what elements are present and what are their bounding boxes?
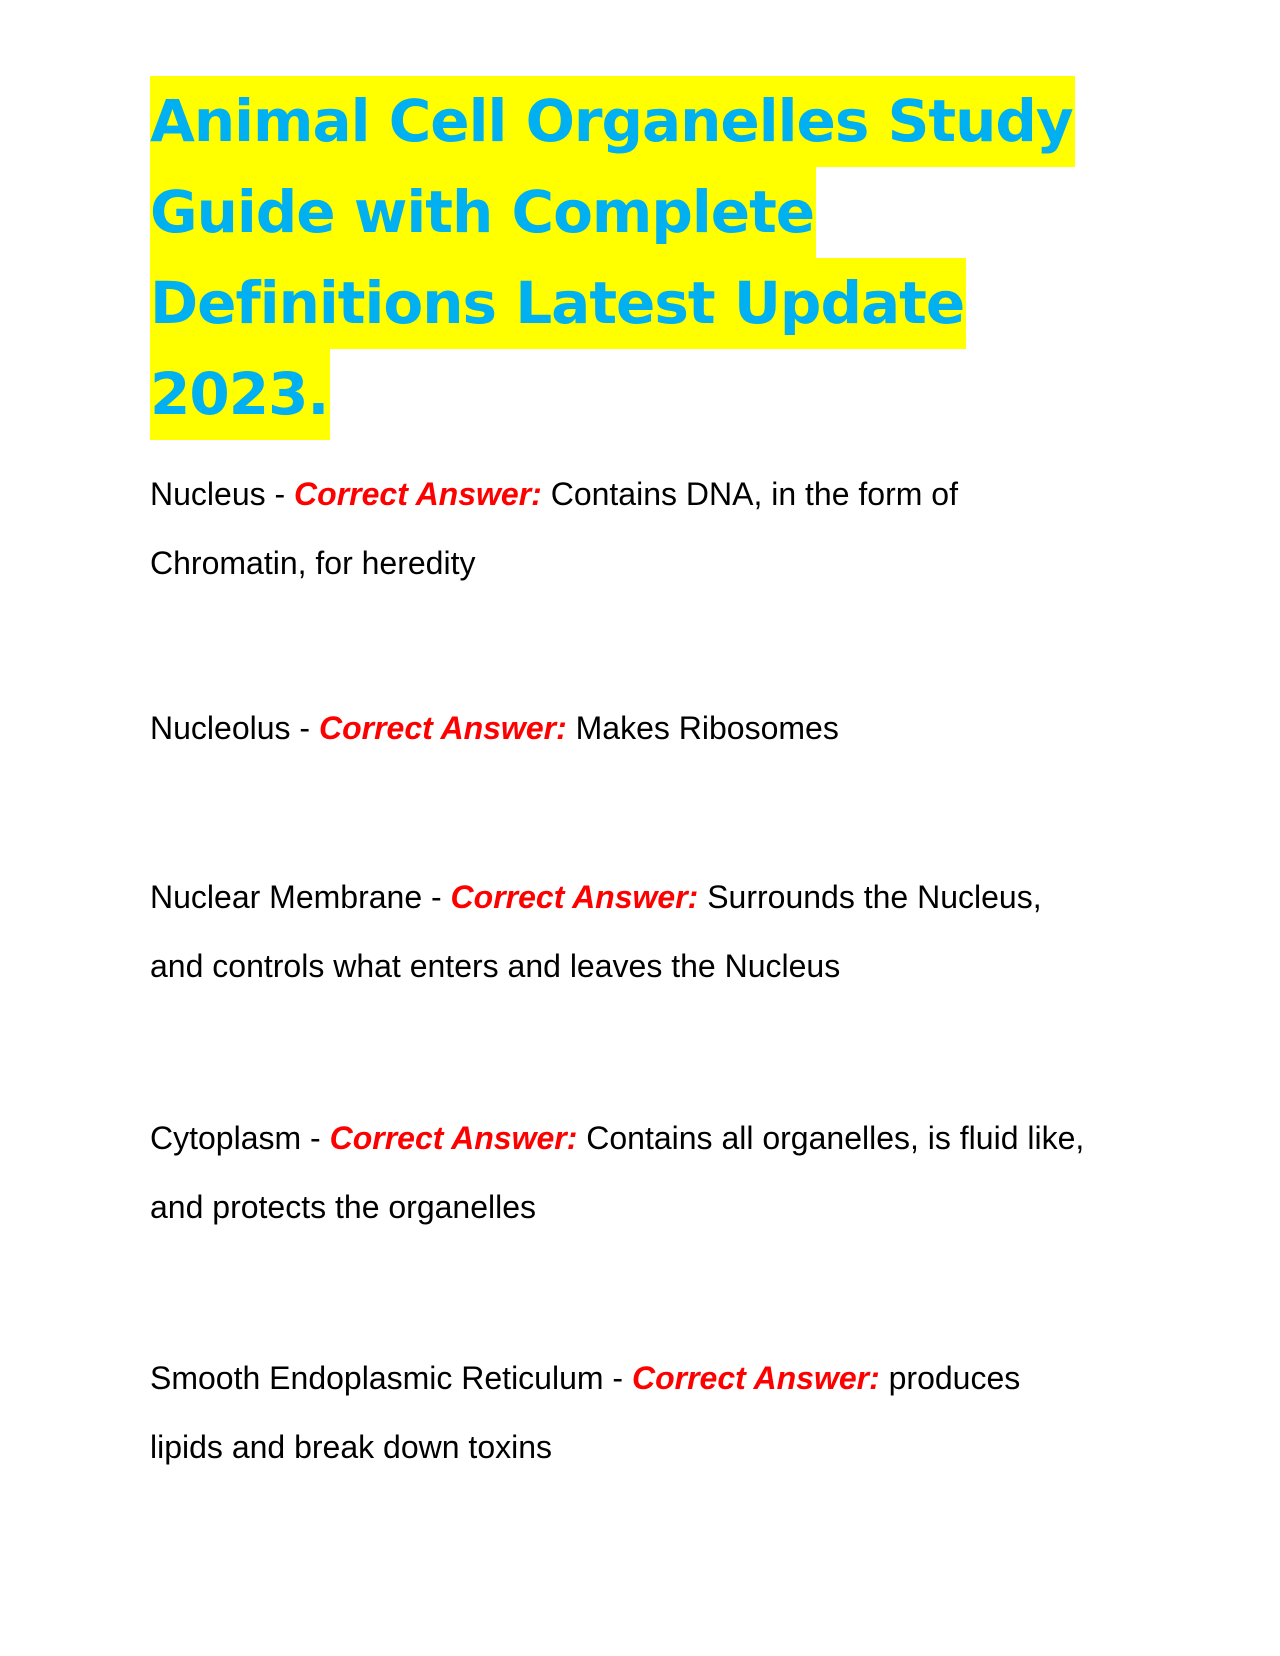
entry-term: Cytoplasm bbox=[150, 1120, 302, 1156]
entry-definition: produces bbox=[888, 1360, 1021, 1396]
entry-first-line bbox=[150, 863, 1140, 932]
entry-separator: - bbox=[301, 1120, 330, 1156]
correct-answer-label: Correct Answer: bbox=[294, 476, 542, 512]
document-title bbox=[150, 76, 1080, 440]
definition-entry-smooth-er bbox=[150, 1344, 1140, 1482]
entry-first-line bbox=[150, 694, 1140, 763]
entry-definition-continuation: and controls what enters and leaves the Nucleus bbox=[150, 948, 841, 984]
entry-definition: Contains all organelles, is fluid like, bbox=[586, 1120, 1085, 1156]
definition-entry-cytoplasm bbox=[150, 1104, 1140, 1242]
correct-answer-label: Correct Answer: bbox=[329, 1120, 578, 1156]
definition-entry-nucleolus bbox=[150, 694, 1140, 763]
entry-definition-continuation: and protects the organelles bbox=[150, 1189, 537, 1225]
entry-first-line bbox=[150, 1344, 1140, 1413]
entry-separator: - bbox=[265, 476, 295, 512]
entry-term: Smooth Endoplasmic Reticulum bbox=[150, 1360, 604, 1396]
entry-term: Nucleolus bbox=[150, 710, 291, 746]
title-line-3: Definitions Latest Update bbox=[150, 258, 966, 349]
correct-answer-label: Correct Answer: bbox=[631, 1360, 880, 1396]
entry-definition: Surrounds the Nucleus, bbox=[707, 879, 1042, 915]
entry-definition: Contains DNA, in the form of bbox=[550, 476, 958, 512]
entry-definition-continuation: lipids and break down toxins bbox=[150, 1429, 553, 1465]
entry-term: Nucleus bbox=[150, 476, 266, 512]
entry-separator: - bbox=[290, 710, 319, 746]
entry-first-line bbox=[150, 460, 1140, 529]
entry-separator: - bbox=[422, 879, 451, 915]
entry-definition: Makes Ribosomes bbox=[575, 710, 839, 746]
entry-first-line bbox=[150, 1104, 1140, 1173]
entry-term: Nuclear Membrane bbox=[150, 879, 423, 915]
correct-answer-label: Correct Answer: bbox=[318, 710, 567, 746]
title-line-4: 2023. bbox=[150, 349, 330, 440]
entry-separator: - bbox=[603, 1360, 632, 1396]
title-line-1: Animal Cell Organelles Study bbox=[150, 76, 1075, 167]
definition-entry-nucleus bbox=[150, 460, 1140, 598]
title-line-2: Guide with Complete bbox=[150, 167, 816, 258]
definition-entry-nuclear-membrane bbox=[150, 863, 1140, 1001]
entry-definition-continuation: Chromatin, for heredity bbox=[150, 545, 476, 581]
correct-answer-label: Correct Answer: bbox=[450, 879, 699, 915]
